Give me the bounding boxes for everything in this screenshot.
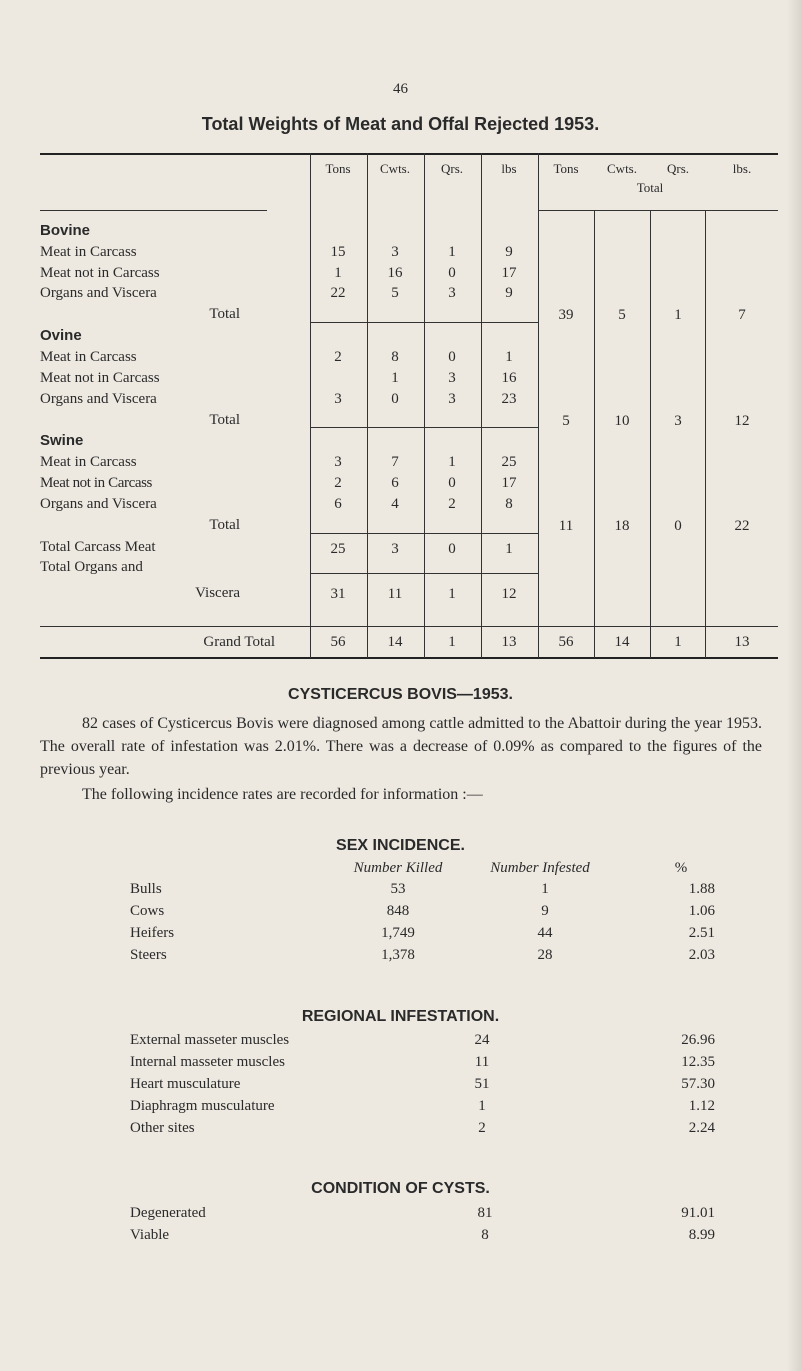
cell: 53: [390, 881, 406, 897]
cell: 1: [674, 307, 682, 323]
cell: 17: [501, 475, 517, 491]
cell: 91.01: [681, 1205, 715, 1221]
total-header-rule: [538, 210, 778, 211]
label-header-rule: [40, 210, 267, 211]
swine-total-label: Total: [209, 517, 240, 533]
bovine-row-1-label: Meat in Carcass: [40, 244, 137, 260]
cell: 2.24: [688, 1120, 715, 1136]
cell: 1: [448, 244, 456, 260]
regional-row-label: Heart musculature: [130, 1076, 241, 1092]
cell: 1: [505, 541, 513, 557]
swine-row-3-label: Organs and Viscera: [40, 496, 157, 512]
cell: 8.99: [688, 1227, 715, 1243]
cell: 23: [501, 391, 517, 407]
cysticercus-paragraph-1: 82 cases of Cysticercus Bovis were diagnosed among cattle admitted to the Abattoir during the year 1953. The overall rate of infestation was 2.01%. There was a decrease of 0.09% as compared to the figures of the previous year.: [40, 715, 762, 778]
cell: 3: [391, 541, 399, 557]
cell: 2.51: [688, 925, 715, 941]
cell: 1: [541, 881, 549, 897]
cell: 16: [501, 370, 517, 386]
cell: 5: [562, 413, 570, 429]
cell: 1.88: [688, 881, 715, 897]
regional-row-label: Diaphragm musculature: [130, 1098, 275, 1114]
cell: 2: [334, 349, 342, 365]
cell: 22: [330, 285, 346, 301]
cell: 1: [448, 634, 456, 650]
cell: 3: [334, 391, 342, 407]
col-rule-7: [650, 210, 651, 658]
cell: 8: [505, 496, 513, 512]
cell: 1,378: [381, 947, 415, 963]
cell: 28: [537, 947, 553, 963]
cell: 12: [734, 413, 750, 429]
regional-row-label: Other sites: [130, 1120, 195, 1136]
cysts-row-label: Viable: [130, 1227, 170, 1243]
cell: 2: [334, 475, 342, 491]
sex-incidence-heading: SEX INCIDENCE.: [336, 837, 465, 854]
cell: 51: [474, 1076, 490, 1092]
regional-heading: REGIONAL INFESTATION.: [301, 1008, 500, 1025]
header-total-label: Total: [636, 180, 664, 195]
col-rule-1: [310, 153, 311, 658]
cell: 31: [330, 586, 346, 602]
cell: 18: [614, 518, 630, 534]
header-cwts: Cwts.: [380, 161, 410, 176]
bovine-row-3-label: Organs and Viscera: [40, 285, 157, 301]
cell: 14: [387, 634, 403, 650]
header-lbs: lbs: [501, 161, 517, 176]
cell: 2.03: [688, 947, 715, 963]
cell: 10: [614, 413, 630, 429]
cell: 9: [505, 244, 513, 260]
cell: 3: [391, 244, 399, 260]
sex-row-label: Steers: [130, 947, 167, 963]
col-percent: %: [674, 860, 688, 876]
cell: 16: [387, 265, 403, 281]
cell: 56: [558, 634, 574, 650]
section-ovine: Ovine: [40, 327, 82, 344]
cell: 8: [391, 349, 399, 365]
table-bottom-rule: [40, 657, 778, 659]
cell: 13: [734, 634, 750, 650]
cell: 848: [386, 903, 410, 919]
header-tons: Tons: [325, 161, 351, 176]
cell: 9: [505, 285, 513, 301]
cell: 1: [505, 349, 513, 365]
grand-total-top-rule: [40, 626, 778, 627]
cell: 1: [448, 454, 456, 470]
cell: 25: [330, 541, 346, 557]
cysts-row-label: Degenerated: [130, 1205, 206, 1221]
cell: 26.96: [681, 1032, 715, 1048]
regional-row-label: External masseter muscles: [130, 1032, 290, 1048]
cell: 3: [448, 285, 456, 301]
header-total-tons: Tons: [553, 161, 579, 176]
cell: 57.30: [681, 1076, 715, 1092]
col-rule-2: [367, 153, 368, 658]
cell: 14: [614, 634, 630, 650]
cell: 1: [478, 1098, 486, 1114]
cell: 11: [387, 586, 403, 602]
header-total-cwts: Cwts.: [607, 161, 637, 176]
cell: 0: [448, 349, 456, 365]
ovine-row-3-label: Organs and Viscera: [40, 391, 157, 407]
cell: 2: [448, 496, 456, 512]
cell: 1.06: [688, 903, 715, 919]
cell: 22: [734, 518, 750, 534]
cell: 3: [448, 391, 456, 407]
cysts-heading: CONDITION OF CYSTS.: [311, 1180, 490, 1197]
col-rule-3: [424, 153, 425, 658]
cell: 13: [501, 634, 517, 650]
cell: 5: [391, 285, 399, 301]
col-rule-8: [705, 210, 706, 658]
carcass-meat-label: Total Carcass Meat: [40, 539, 156, 555]
cell: 0: [448, 265, 456, 281]
cell: 17: [501, 265, 517, 281]
organs-viscera-label-2: Viscera: [195, 585, 240, 601]
cysticercus-paragraph-2: The following incidence rates are recorded for information :—: [82, 786, 483, 803]
organs-viscera-label-1: Total Organs and: [40, 559, 143, 575]
cell: 11: [474, 1054, 490, 1070]
cell: 12: [501, 586, 517, 602]
ovine-row-1-label: Meat in Carcass: [40, 349, 137, 365]
cell: 2: [478, 1120, 486, 1136]
header-qrs: Qrs.: [440, 161, 464, 176]
cell: 1,749: [381, 925, 415, 941]
cell: 15: [330, 244, 346, 260]
cell: 0: [448, 475, 456, 491]
cell: 3: [334, 454, 342, 470]
cell: 1: [674, 634, 682, 650]
col-number-infested: Number Infested: [490, 860, 590, 876]
section-bovine: Bovine: [40, 222, 91, 239]
cell: 4: [391, 496, 399, 512]
cell: 1.12: [688, 1098, 715, 1114]
cell: 0: [674, 518, 682, 534]
cell: 9: [541, 903, 549, 919]
cysticercus-heading: CYSTICERCUS BOVIS—1953.: [288, 686, 513, 703]
cell: 24: [474, 1032, 490, 1048]
swine-row-1-label: Meat in Carcass: [40, 454, 137, 470]
section-swine: Swine: [40, 432, 84, 449]
cell: 39: [558, 307, 574, 323]
bovine-total-label: Total: [209, 306, 240, 322]
cell: 0: [391, 391, 399, 407]
cell: 6: [334, 496, 342, 512]
cell: 3: [448, 370, 456, 386]
cell: 5: [618, 307, 626, 323]
col-number-killed: Number Killed: [353, 860, 443, 876]
cell: 1: [391, 370, 399, 386]
ovine-total-label: Total: [209, 412, 240, 428]
cell: 7: [738, 307, 746, 323]
sex-row-label: Cows: [130, 903, 165, 919]
cell: 0: [448, 541, 456, 557]
cell: 56: [330, 634, 346, 650]
cell: 3: [674, 413, 682, 429]
cell: 1: [334, 265, 342, 281]
cell: 1: [448, 586, 456, 602]
swine-row-2-label: Meat not in Carcass: [40, 475, 152, 491]
table-title: Total Weights of Meat and Offal Rejected 1953.: [201, 114, 600, 134]
cell: 11: [558, 518, 574, 534]
meat-offal-table: [0, 0, 801, 680]
cell: 81: [477, 1205, 493, 1221]
col-rule-6: [594, 210, 595, 658]
table-top-rule: [40, 153, 778, 155]
cell: 8: [481, 1227, 489, 1243]
header-total-qrs: Qrs.: [666, 161, 690, 176]
grand-total-label: Grand Total: [203, 634, 275, 650]
regional-row-label: Internal masseter muscles: [130, 1054, 285, 1070]
ovine-row-2-label: Meat not in Carcass: [40, 370, 160, 386]
cell: 12.35: [681, 1054, 715, 1070]
page-number: 46: [393, 81, 408, 97]
bovine-row-2-label: Meat not in Carcass: [40, 265, 160, 281]
sex-row-label: Heifers: [130, 925, 175, 941]
col-rule-4: [481, 153, 482, 658]
cell: 25: [501, 454, 517, 470]
header-total-lbs: lbs.: [732, 161, 752, 176]
cell: 44: [537, 925, 553, 941]
col-rule-5: [538, 153, 539, 658]
cell: 7: [391, 454, 399, 470]
sex-row-label: Bulls: [130, 881, 162, 897]
cell: 6: [391, 475, 399, 491]
